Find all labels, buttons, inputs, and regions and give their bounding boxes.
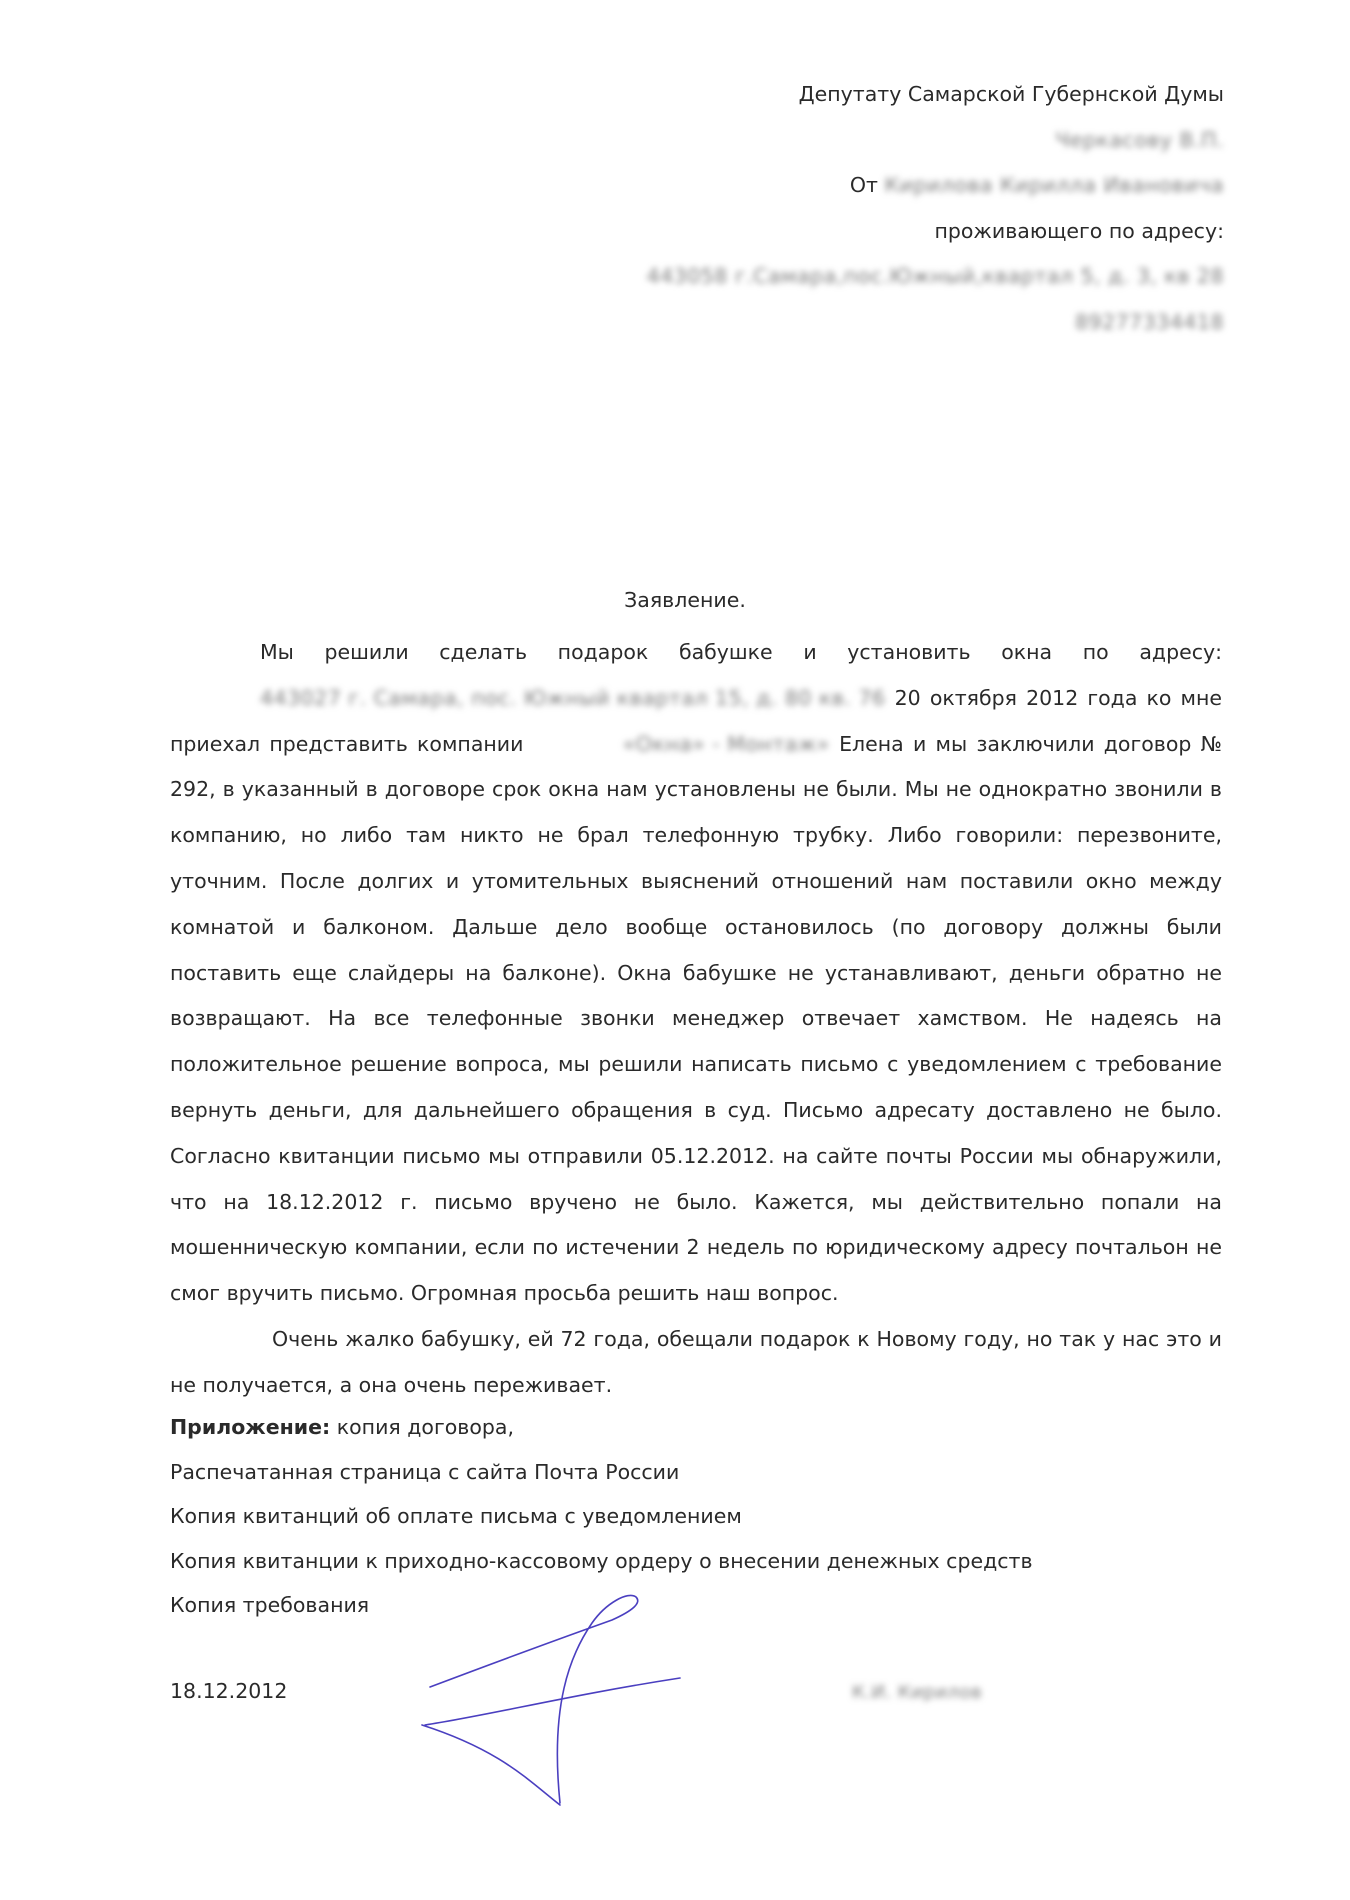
attachment-item: Копия требования [170,1593,370,1617]
from-label: От [849,173,878,197]
attachment-item: Копия квитанции к приходно-кассовому ордеру о внесении денежных средств [170,1548,1033,1573]
p1-part1: Мы решили сделать подарок бабушке и установить окна по адресу: [260,640,1222,664]
signature-name-blurred [852,1682,982,1703]
phone-line [524,309,1224,334]
document-date: 18.12.2012 [170,1679,288,1703]
from-name-blurred: Кирилова Кирилла Ивановича [884,173,1224,197]
paragraph-1 [170,630,1222,1317]
document-title: Заявление. [624,588,746,612]
recipient-line: Депутату Самарской Губернской Думы [798,82,1224,106]
attachment-first: копия договора, [330,1415,514,1439]
p1-blurred-address: 443027 г. Самара, пос. Южный квартал 15, д. 80 кв. 76 [260,685,886,710]
signature-stroke-main [422,1595,680,1805]
recipient-name-blurred: Черкасову В.П. [1055,127,1224,152]
letter-header [524,84,1224,357]
p1-part3: Елена и мы заключили договор № 292, в указанный в договоре срок окна нам установлены не были. Мы не однократно звонили в компанию, но либо там никто не брал телефонную трубку. Либо говорили: перезвоните, уточним. После долгих и утомительных выяснений отношений нам поставили окно между комнатой и балконом. Дальше дело вообще остановилось (по договору должны были поставить еще слайдеры на балконе). Окна бабушке не устанавливают, деньги обратно не возвращают. На все телефонные звонки менеджер отвечает хамством. Не надеясь на положительное решение вопроса, мы решили написать письмо с уведомлением с требование вернуть деньги, для дальнейшего обращения в суд. Письмо адресату доставлено не было. Согласно квитанции письмо мы отправили 05.12.2012. на сайте почты России мы обнаружили, что на 18.12.2012 г. письмо вручено не было. Кажется, мы действительно попали на мошенническую компании, если по истечении 2 недель по юридическому адресу почтальон не смог вручить письмо. Огромная просьба решить наш вопрос. [170,731,1222,1306]
phone-blurred: 89277334418 [1075,309,1224,334]
address-label-line: проживающего по адресу: [934,218,1224,243]
paragraph-2: Очень жалко бабушку, ей 72 года, обещали подарок к Новому году, но так у нас это и не получается, а она очень переживает. [170,1326,1222,1397]
attachments-label: Приложение: [170,1415,331,1439]
attachment-item [170,1405,1033,1450]
from-line [524,175,1224,197]
p1-part2: 20 октября 2012 года ко мне приехал представить компании [170,685,1222,756]
recipient-name-line [524,127,1224,152]
attachment-item: Копия квитанций об оплате письма с уведомлением [170,1504,742,1528]
handwritten-signature [410,1575,700,1815]
letter-body [170,630,1222,1409]
address-blurred: 443058 г.Самара,пос.Южный,квартал 5, д. 3, кв 28 [646,264,1224,288]
attachment-item: Распечатанная страница с сайта Почта России [170,1459,680,1484]
p1-blurred-company: «Окна» - Монтаж» [622,731,830,756]
signature-name-text: К.И. Кирилов [852,1682,983,1703]
address-line [524,266,1224,288]
